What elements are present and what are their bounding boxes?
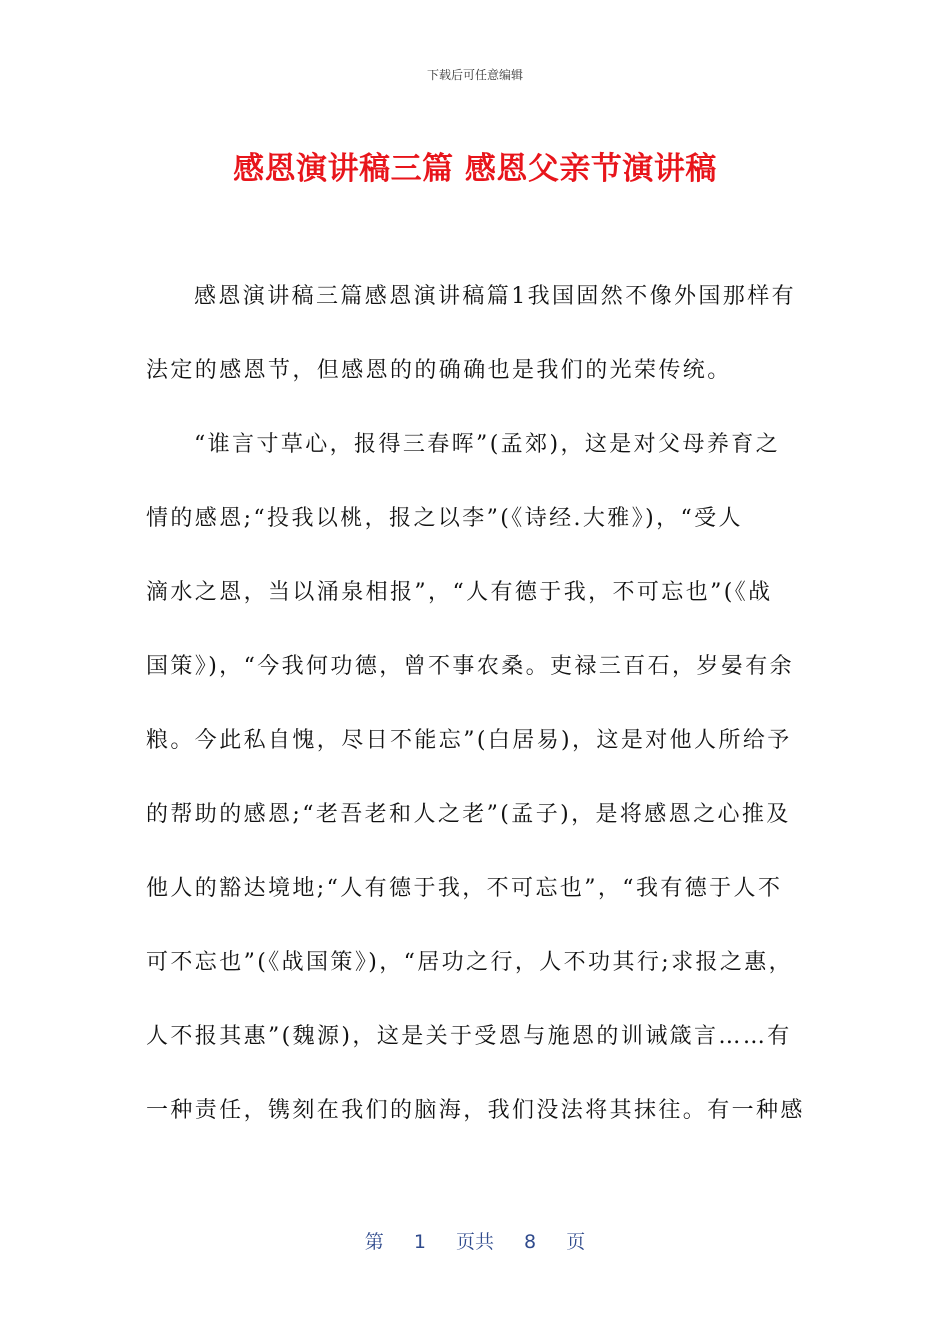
footer-page-number: 1 xyxy=(413,1231,426,1253)
body-line: 一种责任，镌刻在我们的脑海，我们没法将其抹往。有一种感 xyxy=(146,1098,805,1123)
body-line: 国策》)，“今我何功德，曾不事农桑。吏禄三百石，岁晏有余 xyxy=(146,654,795,679)
body-line: 情的感恩;“投我以桃，报之以李”(《诗经.大雅》)，“受人 xyxy=(146,506,743,531)
document-body xyxy=(146,264,806,1152)
body-line: 可不忘也”(《战国策》)，“居功之行，人不功其行;求报之惠， xyxy=(146,950,794,975)
body-line: 感恩演讲稿三篇感恩演讲稿篇1我国固然不像外国那样有 xyxy=(194,284,796,309)
body-line: 法定的感恩节，但感恩的的确确也是我们的光荣传统。 xyxy=(146,358,732,383)
header-note: 下载后可任意编辑 xyxy=(426,68,523,82)
footer-suffix: 页 xyxy=(566,1231,586,1253)
body-line: 的帮助的感恩;“老吾老和人之老”(孟子)，是将感恩之心推及 xyxy=(146,802,791,827)
body-line: 人不报其惠”(魏源)，这是关于受恩与施恩的训诫箴言……有 xyxy=(146,1024,792,1049)
footer-total-pages: 8 xyxy=(524,1231,537,1253)
footer-middle: 页共 xyxy=(455,1231,494,1253)
page-footer xyxy=(0,1227,950,1254)
footer-prefix: 第 xyxy=(364,1231,384,1253)
body-line: “谁言寸草心，报得三春晖”(孟郊)，这是对父母养育之 xyxy=(194,432,781,457)
document-title: 感恩演讲稿三篇 感恩父亲节演讲稿 xyxy=(233,151,717,187)
body-line: 他人的豁达境地;“人有德于我，不可忘也”，“我有德于人不 xyxy=(146,876,783,901)
body-line: 滴水之恩，当以涌泉相报”，“人有德于我，不可忘也”(《战 xyxy=(146,580,773,605)
body-line: 粮。今此私自愧，尽日不能忘”(白居易)，这是对他人所给予 xyxy=(146,728,792,753)
